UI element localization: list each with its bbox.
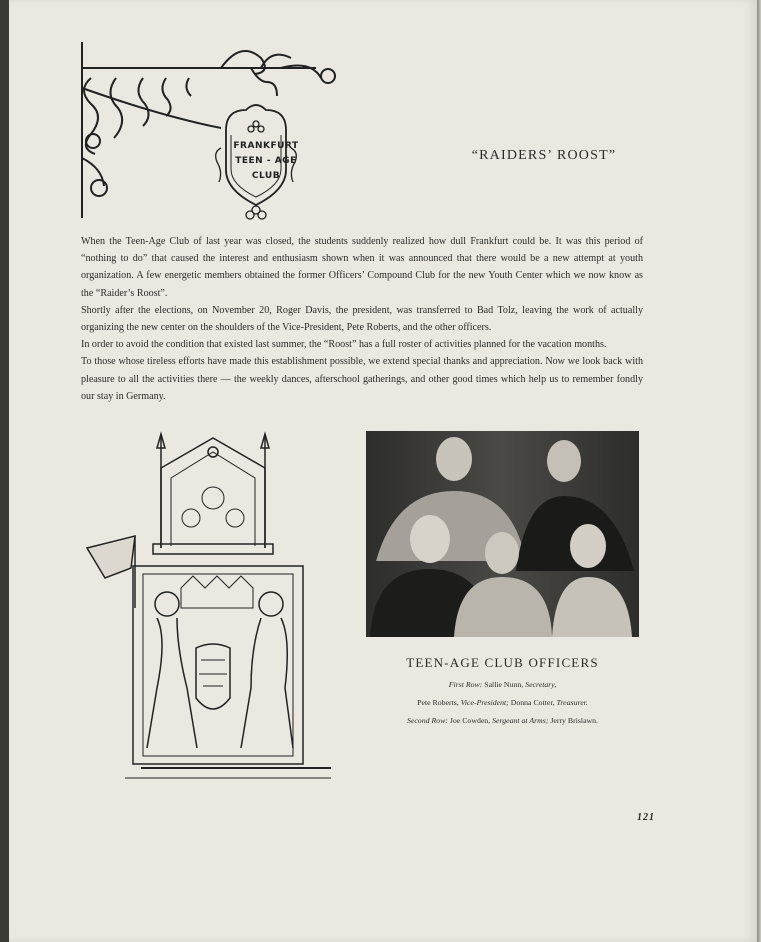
caption-name-nunn: Sallie Nunn, — [482, 680, 526, 689]
page-edge — [757, 0, 761, 942]
paragraph-3: In order to avoid the condition that existed last summer, the “Roost” has a full roster of activities planned for the vacation months. — [81, 339, 607, 351]
sign-text-line3: CLUB — [251, 171, 281, 181]
caption-first-row — [366, 680, 639, 689]
heraldic-drawing — [81, 428, 339, 780]
sign-text-line1: FRANKFURT — [233, 141, 299, 151]
paragraph-2: Shortly after the elections, on November 20, Roger Davis, the president, was transferred to Bad Tolz, leaving the work of actually organizing the new center on the shoulders of the Vice-President, Pete Roberts, and the other officers. — [81, 304, 643, 334]
caption-role-sergeant: Sergeant at Arms; — [492, 716, 549, 725]
caption-role-secretary: Secretary, — [525, 680, 557, 689]
page-number: 121 — [637, 812, 655, 823]
paragraph-1: When the Teen-Age Club of last year was closed, the students suddenly realized how dull Frankfurt could be. It was this period of “nothing to do” that caused the interest and enthusiasm shown when it was announced that there would be a new attempt at youth organization. A few energetic members obtained the former Officers’ Compound Club for the new Youth Center which we now know as the “Raider’s Roost”. — [81, 236, 643, 299]
yearbook-page — [9, 0, 757, 942]
caption-name-cotter: Donna Cotter, — [508, 698, 557, 707]
article-title: “RAIDERS’ ROOST” — [471, 148, 617, 163]
club-sign-illustration — [71, 38, 341, 233]
officers-photo — [366, 431, 639, 637]
caption-name-cowden: Joe Cowden, — [447, 716, 493, 725]
sign-text-line2: TEEN - AGE — [235, 156, 297, 166]
caption-name-brislawn: Jerry Brislawn. — [548, 716, 599, 725]
caption-label-second-row: Second Row: — [406, 716, 448, 725]
caption-second-row — [366, 716, 639, 725]
caption-label-first-row: First Row: — [448, 680, 483, 689]
officers-heading: TEEN-AGE CLUB OFFICERS — [406, 655, 599, 670]
caption-role-treasurer: Treasurer. — [556, 698, 588, 707]
article-body — [81, 233, 643, 405]
caption-first-row-cont — [366, 698, 639, 707]
paragraph-4: To those whose tireless efforts have made this establishment possible, we extend special thanks and appreciation. Now we look back with pleasure to all the activities there — the weekly dances, afterschool gatherings, and other good times which help us to remember fondly our stay in Germany. — [81, 356, 643, 402]
caption-name-roberts: Pete Roberts, — [417, 698, 461, 707]
caption-role-vice-president: Vice-President; — [460, 698, 509, 707]
